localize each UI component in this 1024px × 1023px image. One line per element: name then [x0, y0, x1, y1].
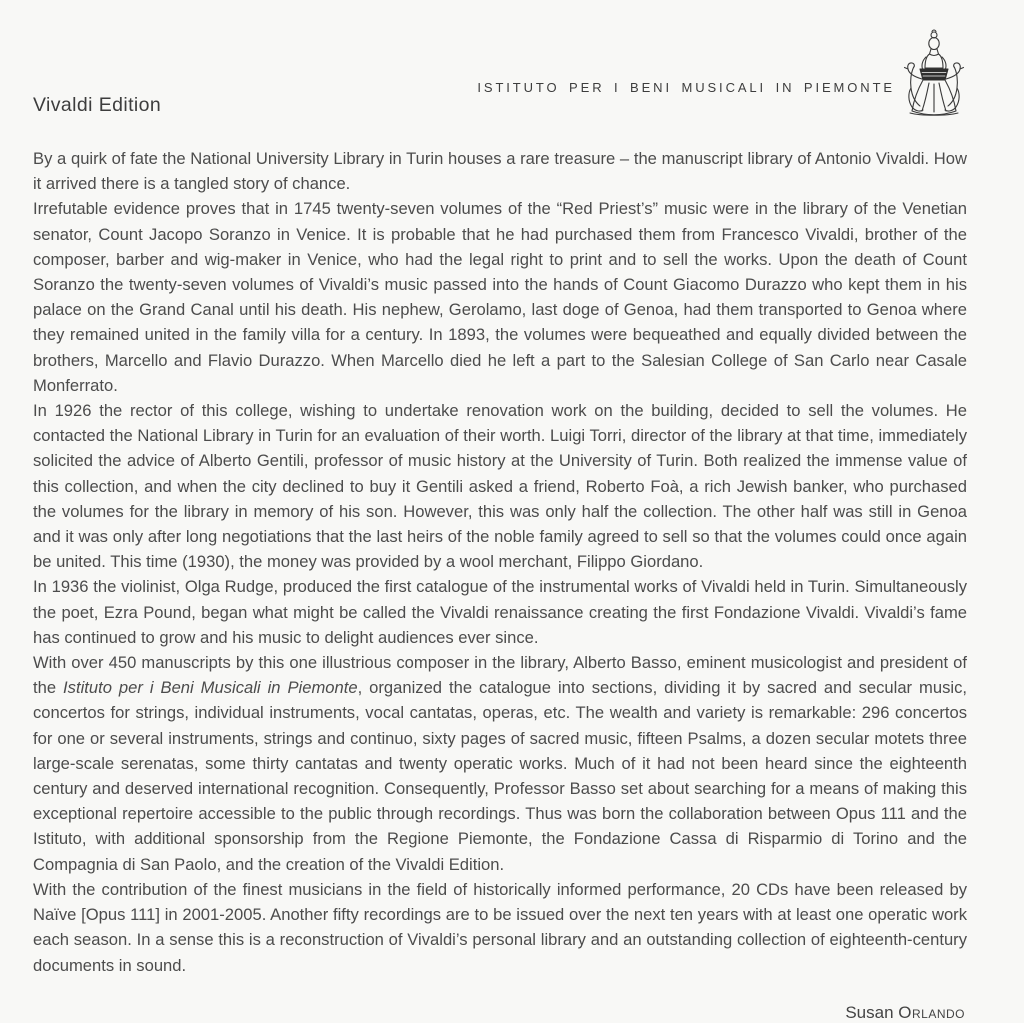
paragraph: Irrefutable evidence proves that in 1745 twenty-seven volumes of the “Red Priest’s” music were in the library of the Venetian senator, Count Jacopo Soranzo in Venice. It is probable that he had purchased them from Francesco Vivaldi, brother of the composer, barber and wig-maker in Venice, who had the legal right to print and to sell the works. Upon the death of Count Soranzo the twenty-seven volumes of Vivaldi’s music passed into the hands of Count Giacomo Durazzo who kept them in his palace on the Grand Canal until his death. His nephew, Gerolamo, last doge of Genoa, had them transported to Genoa where they remained united in the family villa for a century. In 1893, the volumes were bequeathed and equally divided between the brothers, Marcello and Flavio Durazzo. When Marcello died he left a part to the Salesian College of San Carlo near Casale Monferrato.: [33, 199, 967, 395]
author-family-name: Orlando: [898, 1003, 965, 1022]
paragraph: In 1926 the rector of this college, wishing to undertake renovation work on the building, decided to sell the volumes. He contacted the National Library in Turin for an evaluation of their worth. Luigi Torri, director of the library at that time, immediately solicited the advice of Alberto Gentili, professor of music history at the University of Turin. Both realized the immense value of this collection, and when the city declined to buy it Gentili asked a friend, Roberto Foà, a rich Jewish banker, who purchased the volumes for the library in memory of his son. However, this was only half the collection. The other half was still in Genoa and it was only after long negotiations that the last heirs of the noble family agreed to sell so that the volumes could once again be united. This time (1930), the money was provided by a wool merchant, Filippo Giordano.: [33, 401, 967, 572]
author-given-name: Susan: [845, 1003, 894, 1022]
paragraph: With over 450 manuscripts by this one illustrious composer in the library, Alberto Basso, eminent musicologist and president of the Istituto per i Beni Musicali in Piemonte, organized the catalogue into sections, dividing it by sacred and secular music, concertos for strings, individual instruments, vocal cantatas, operas, etc. The wealth and variety is remarkable: 296 concertos for one or several instruments, strings and continuo, sixty pages of sacred music, fifteen Psalms, a dozen secular motets three large-scale serenatas, some thirty cantatas and twenty operatic works. Much of it had not been heard since the eighteenth century and deserved international recognition. Consequently, Professor Basso set about searching for a means of making this exceptional repertoire accessible to the public through recordings. Thus was born the collaboration between Opus 111 and the Istituto, with additional sponsorship from the Regione Piemonte, the Fondazione Cassa di Risparmio di Torino and the Compagnia di San Paolo, and the creation of the Vivaldi Edition.: [33, 653, 967, 874]
paragraph: By a quirk of fate the National University Library in Turin houses a rare treasure – the manuscript library of Antonio Vivaldi. How it arrived there is a tangled story of chance.: [33, 149, 967, 194]
institute-name: ISTITUTO PER I BENI MUSICALI IN PIEMONTE: [477, 80, 895, 95]
paragraph: With the contribution of the finest musicians in the field of historically informed performance, 20 CDs have been released by Naïve [Opus 111] in 2001-2005. Another fifty recordings are to be issued over the next ten years with at least one operatic work each season. In a sense this is a reconstruction of Vivaldi’s personal library and an outstanding collection of eighteenth-century documents in sound.: [33, 879, 967, 975]
page-title: Vivaldi Edition: [33, 94, 162, 116]
paragraph: In 1936 the violinist, Olga Rudge, produced the first catalogue of the instrumental works of Vivaldi held in Turin. Simultaneously the poet, Ezra Pound, began what might be called the Vivaldi renaissance creating the first Fondazione Vivaldi. Vivaldi’s fame has continued to grow and his music to delight audiences ever since.: [33, 577, 967, 647]
author-signature: [845, 1003, 965, 1023]
article-body: [33, 146, 967, 978]
muse-with-swans-logo-icon: [901, 27, 967, 117]
